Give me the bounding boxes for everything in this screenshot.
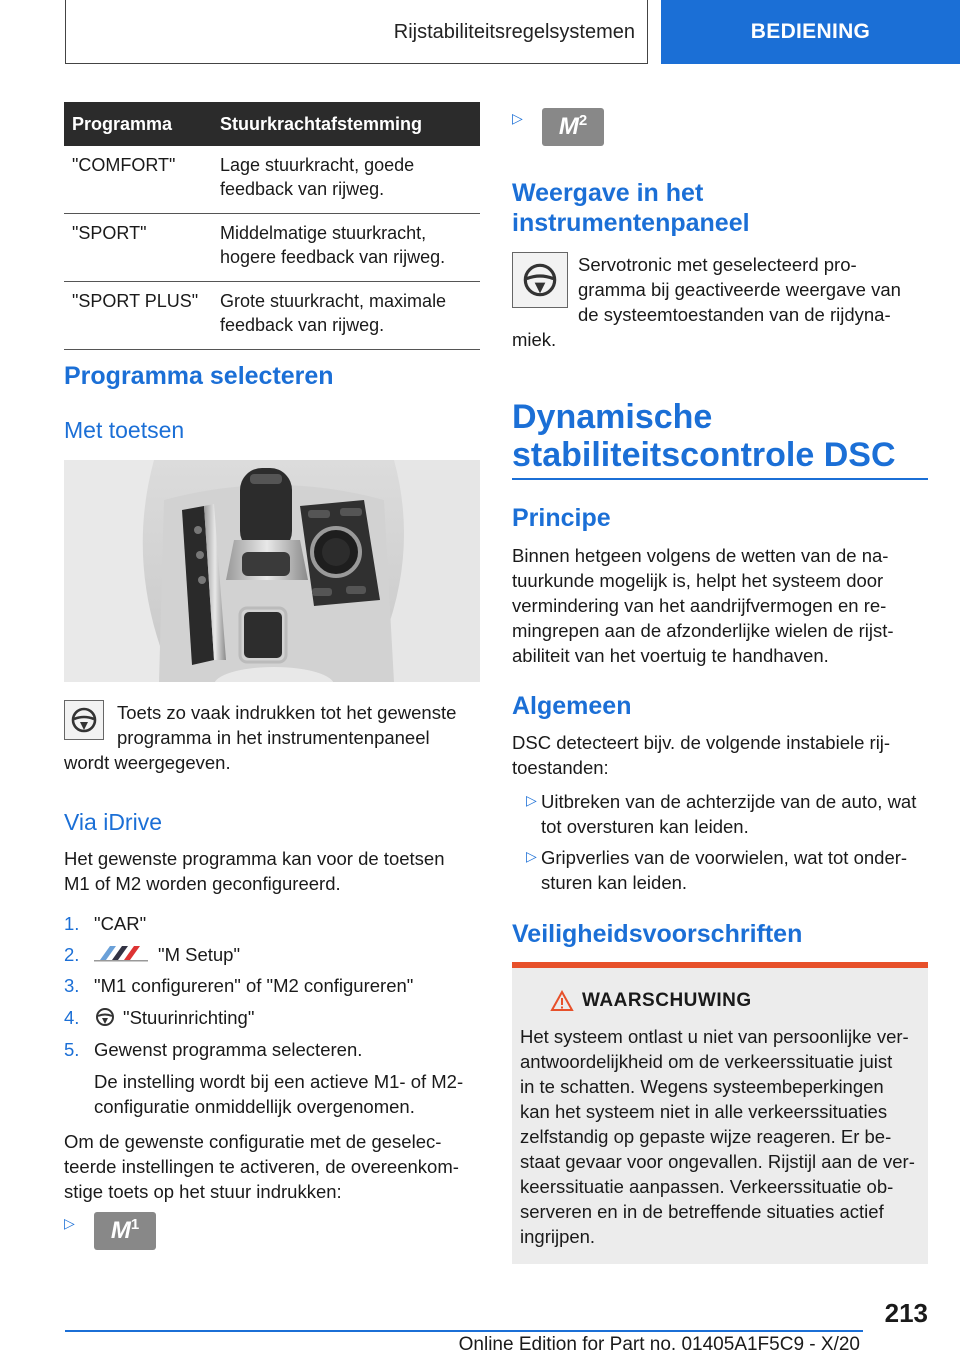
heading-display	[512, 178, 750, 238]
paragraph-line: vermindering van het aandrijfvermogen en re-	[512, 595, 887, 616]
table-cell: Middelmatige stuurkracht, hogere feedback van rijweg.	[212, 214, 480, 282]
heading-display-line: instrumentenpaneel	[512, 209, 750, 237]
heading-dsc-line: stabiliteitscontrole DSC	[512, 436, 896, 474]
bullet-line: sturen kan leiden.	[541, 872, 688, 893]
warning-line: Het systeem ontlast u niet van persoonlijke ver-	[520, 1026, 909, 1047]
heading-veiligheid: Veiligheidsvoorschriften	[512, 920, 803, 948]
warning-triangle-icon	[550, 990, 574, 1012]
steering-wheel-icon	[64, 700, 104, 740]
m2-button-icon	[542, 108, 604, 146]
page-number: 213	[884, 1298, 928, 1328]
m-stripes-icon	[94, 944, 148, 962]
step-number: 2.	[64, 944, 80, 965]
step-number: 1.	[64, 913, 80, 934]
chapter-tab: BEDIENING	[661, 0, 960, 64]
bullet-line: Uitbreken van de achterzijde van de auto, wat	[541, 791, 917, 812]
console-photo	[64, 460, 480, 682]
m2-number: 2	[578, 111, 588, 129]
heading-underline	[512, 478, 928, 480]
step-number: 3.	[64, 975, 80, 996]
table-row	[64, 282, 480, 350]
outro-line: stige toets op het stuur indrukken:	[64, 1181, 342, 1202]
bullet-triangle: ▷	[64, 1215, 75, 1231]
m2-letter: M	[558, 113, 579, 140]
heading-select-program: Programma selecteren	[64, 362, 334, 390]
heading-algemeen: Algemeen	[512, 692, 632, 720]
step-text: "M Setup"	[158, 944, 241, 965]
table-header-program: Programma	[64, 102, 212, 146]
m1-letter: M	[110, 1217, 131, 1244]
step-text: Gewenst programma selecteren.	[94, 1039, 363, 1060]
heading-display-line: Weergave in het	[512, 179, 704, 207]
bullet-triangle: ▷	[526, 848, 537, 864]
buttons-text-line: Toets zo vaak indrukken tot het gewenste	[117, 702, 457, 723]
heading-with-buttons: Met toetsen	[64, 417, 185, 443]
table-cell: "SPORT"	[64, 214, 212, 282]
step-note-line: configuratie onmiddellijk overgenomen.	[94, 1096, 415, 1117]
paragraph-line: tuurkunde mogelijk is, helpt het systeem door	[512, 570, 884, 591]
bullet-item	[541, 845, 907, 895]
heading-dsc	[512, 398, 896, 474]
step-text: "Stuurinrichting"	[123, 1007, 255, 1028]
bullet-triangle: ▷	[526, 792, 537, 808]
warning-box	[512, 962, 928, 1264]
table-header-row	[64, 102, 480, 146]
idrive-text-line: M1 of M2 worden geconfigureerd.	[64, 873, 341, 894]
display-text-line: de systeemtoestanden van de rijdyna-	[578, 304, 891, 325]
table-row	[64, 146, 480, 214]
buttons-text-line: programma in het instrumentenpaneel	[117, 727, 430, 748]
bullet-triangle: ▷	[512, 110, 523, 126]
principe-paragraph	[512, 543, 894, 668]
heading-dsc-line: Dynamische	[512, 398, 713, 436]
paragraph-line: Binnen hetgeen volgens de wetten van de na-	[512, 545, 889, 566]
table-cell: Grote stuurkracht, maximale feedback van rijweg.	[212, 282, 480, 350]
warning-line: ingrijpen.	[520, 1226, 596, 1247]
program-table	[64, 102, 480, 350]
algemeen-line: toestanden:	[512, 757, 609, 778]
footer-edition: Online Edition for Part no. 01405A1F5C9 - X/20	[458, 1334, 860, 1355]
paragraph-line: abiliteit van het voertuig te handhaven.	[512, 645, 829, 666]
display-text-line: Servotronic met geselecteerd pro-	[578, 254, 857, 275]
table-cell: "COMFORT"	[64, 146, 212, 214]
bullet-line: tot oversturen kan leiden.	[541, 816, 749, 837]
warning-line: staat gevaar voor ongevallen. Rijstijl aan de ver-	[520, 1151, 915, 1172]
warning-line: zelfstandig op gepaste wijze reageren. Er be-	[520, 1126, 892, 1147]
warning-line: serveren en in de betreffende situaties actief	[520, 1201, 884, 1222]
step-text: "M1 configureren" of "M2 configureren"	[94, 975, 414, 996]
buttons-text-line: wordt weergegeven.	[64, 752, 231, 773]
outro-line: Om de gewenste configuratie met de geselec-	[64, 1131, 442, 1152]
table-cell: Lage stuurkracht, goede feedback van rijweg.	[212, 146, 480, 214]
warning-line: in te schatten. Wegens systeembeperkingen	[520, 1076, 884, 1097]
bullet-item	[541, 789, 916, 839]
outro-line: teerde instellingen te activeren, de overeenkom-	[64, 1156, 459, 1177]
heading-via-idrive: Via iDrive	[64, 809, 162, 835]
m1-button-icon	[94, 1212, 156, 1250]
warning-title: WAARSCHUWING	[582, 990, 752, 1011]
heading-principe: Principe	[512, 504, 611, 532]
m1-number: 1	[130, 1215, 140, 1233]
warning-line: antwoordelijkheid om de verkeerssituatie juist	[520, 1051, 893, 1072]
display-text-line: gramma bij geactiveerde weergave van	[578, 279, 901, 300]
algemeen-line: DSC detecteert bijv. de volgende instabiele rij-	[512, 732, 891, 753]
warning-line: keerssituatie aanpassen. Verkeerssituatie ob-	[520, 1176, 894, 1197]
display-text-line: miek.	[512, 329, 557, 350]
step-note-line: De instelling wordt bij een actieve M1- of M2-	[94, 1071, 464, 1092]
idrive-text-line: Het gewenste programma kan voor de toetsen	[64, 848, 445, 869]
footer-rule	[65, 1330, 863, 1332]
step-text: "CAR"	[94, 913, 147, 934]
table-row	[64, 214, 480, 282]
table-header-steering: Stuurkrachtafstemming	[212, 102, 480, 146]
step-number: 4.	[64, 1007, 80, 1028]
steering-wheel-icon	[512, 252, 568, 308]
step-number: 5.	[64, 1039, 80, 1060]
bullet-line: Gripverlies van de voorwielen, wat tot onder-	[541, 847, 908, 868]
paragraph-line: mingrepen aan de afzonderlijke wielen de rijst-	[512, 620, 894, 641]
warning-line: kan het systeem niet in alle verkeerssituaties	[520, 1101, 888, 1122]
steering-wheel-icon	[94, 1006, 116, 1028]
table-cell: "SPORT PLUS"	[64, 282, 212, 350]
section-title: Rijstabiliteitsregelsystemen	[393, 20, 635, 43]
warning-text	[520, 1024, 915, 1249]
